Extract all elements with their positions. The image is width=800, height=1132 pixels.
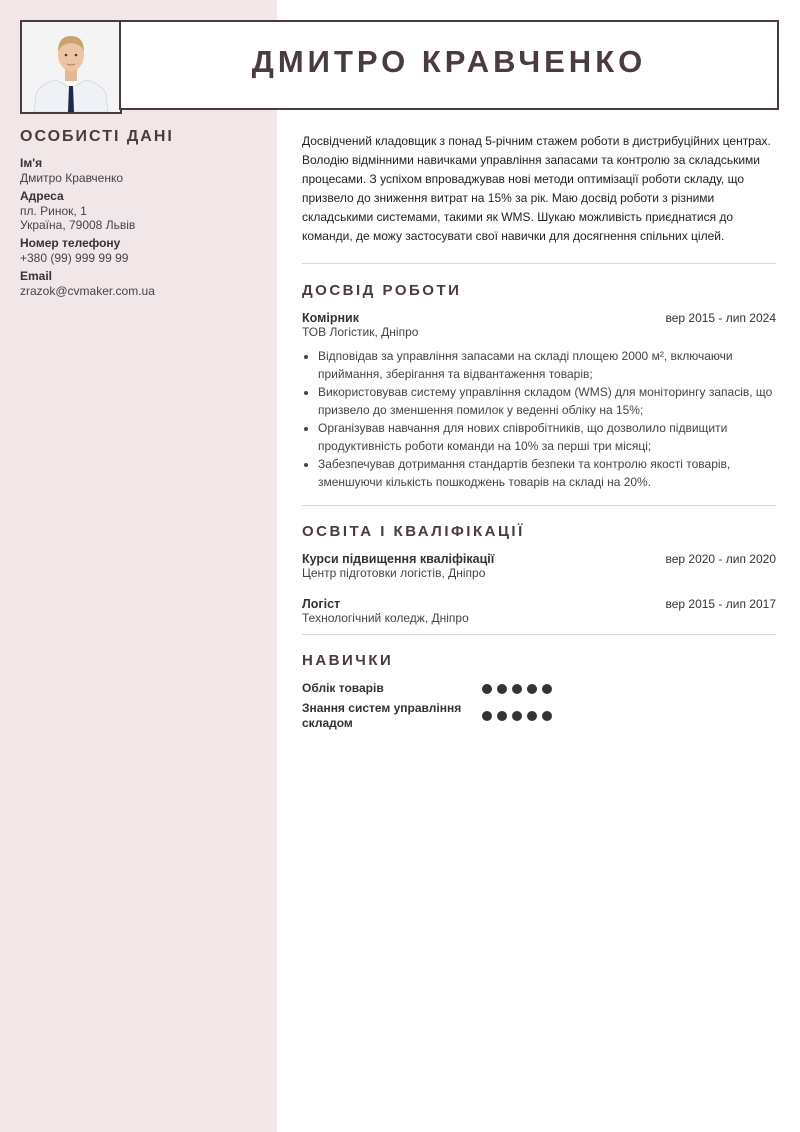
education-title: ОСВІТА І КВАЛІФІКАЦІЇ — [302, 523, 525, 540]
page-title: ДМИТРО КРАВЧЕНКО — [251, 44, 647, 79]
skill-dot — [482, 684, 492, 694]
skill-dot — [542, 684, 552, 694]
skill-rating — [482, 711, 552, 721]
name-value: Дмитро Кравченко — [20, 171, 124, 185]
skills-title: НАВИЧКИ — [302, 652, 394, 669]
header-box — [119, 20, 779, 110]
skill-row — [302, 701, 776, 731]
divider — [302, 505, 776, 506]
education-place-0: Центр підготовки логістів, Дніпро — [302, 566, 486, 580]
profile-photo — [20, 20, 122, 114]
skill-dot — [497, 711, 507, 721]
education-dates-0: вер 2020 - лип 2020 — [665, 552, 776, 566]
list-item: • Використовував систему управління складом (WMS) для моніторингу запасів, що призвело до зменшення помилок у веденні обліку на 15%; — [318, 383, 776, 419]
list-item: • Забезпечував дотримання стандартів безпеки та контролю якості товарів, зменшуючи кількість пошкоджень товарів на складі на 20%. — [318, 455, 776, 491]
address-label: Адреса — [20, 189, 64, 203]
job-title: Комірник — [302, 311, 359, 325]
skill-rating — [482, 684, 552, 694]
personal-details — [20, 128, 260, 298]
education-title-0: Курси підвищення кваліфікації — [302, 552, 495, 566]
skill-dot — [527, 684, 537, 694]
phone-label: Номер телефону — [20, 236, 121, 250]
divider — [302, 263, 776, 264]
avatar — [22, 22, 120, 112]
skill-name: Облік товарів — [302, 681, 384, 695]
job-dates: вер 2015 - лип 2024 — [665, 311, 776, 325]
skill-dot — [482, 711, 492, 721]
skill-name: Знання систем управління складом — [302, 701, 462, 730]
email-value[interactable]: zrazok@cvmaker.com.ua — [20, 284, 155, 298]
name-label: Ім'я — [20, 156, 43, 170]
phone-value: +380 (99) 999 99 99 — [20, 251, 129, 265]
education-dates-1: вер 2015 - лип 2017 — [665, 597, 776, 611]
skill-row — [302, 681, 776, 696]
email-label: Email — [20, 269, 53, 283]
job-company: ТОВ Логістик, Дніпро — [302, 325, 419, 339]
skill-dot — [512, 711, 522, 721]
list-item: • Організував навчання для нових співробітників, що дозволило підвищити продуктивність роботи команди на 10% за перші три місяці; — [318, 419, 776, 455]
education-place-1: Технологічний коледж, Дніпро — [302, 611, 469, 625]
divider — [302, 634, 776, 635]
education-header — [302, 552, 776, 566]
experience-title: ДОСВІД РОБОТИ — [302, 282, 462, 299]
list-item: • Відповідав за управління запасами на складі площею 2000 м², включаючи приймання, зберігання та відвантаження товарів; — [318, 347, 776, 383]
education-header — [302, 597, 776, 611]
address-line1: пл. Ринок, 1 — [20, 204, 87, 218]
main-content — [302, 132, 776, 731]
skill-dot — [497, 684, 507, 694]
skill-dot — [527, 711, 537, 721]
job-header — [302, 311, 776, 325]
skill-dot — [512, 684, 522, 694]
job-bullets — [302, 347, 776, 491]
summary: Досвідчений кладовщик з понад 5-річним стажем роботи в дистрибуційних центрах. Володію відмінними навичками управління запасами та контролю за складськими процесами. З успіхом впроваджував нові методи оптимізації роботи складу, що призвело до зниження витрат на 15% за рік. Маю досвід роботи з різними складськими системами, такими як WMS. Шукаю можливість приєднатися до команди, де можу застосувати свої навички для досягнення спільних цілей. — [302, 134, 771, 243]
address-line2: Україна, 79008 Львів — [20, 218, 136, 232]
skill-dot — [542, 711, 552, 721]
education-title-1: Логіст — [302, 597, 341, 611]
personal-title: ОСОБИСТІ ДАНІ — [20, 128, 174, 145]
